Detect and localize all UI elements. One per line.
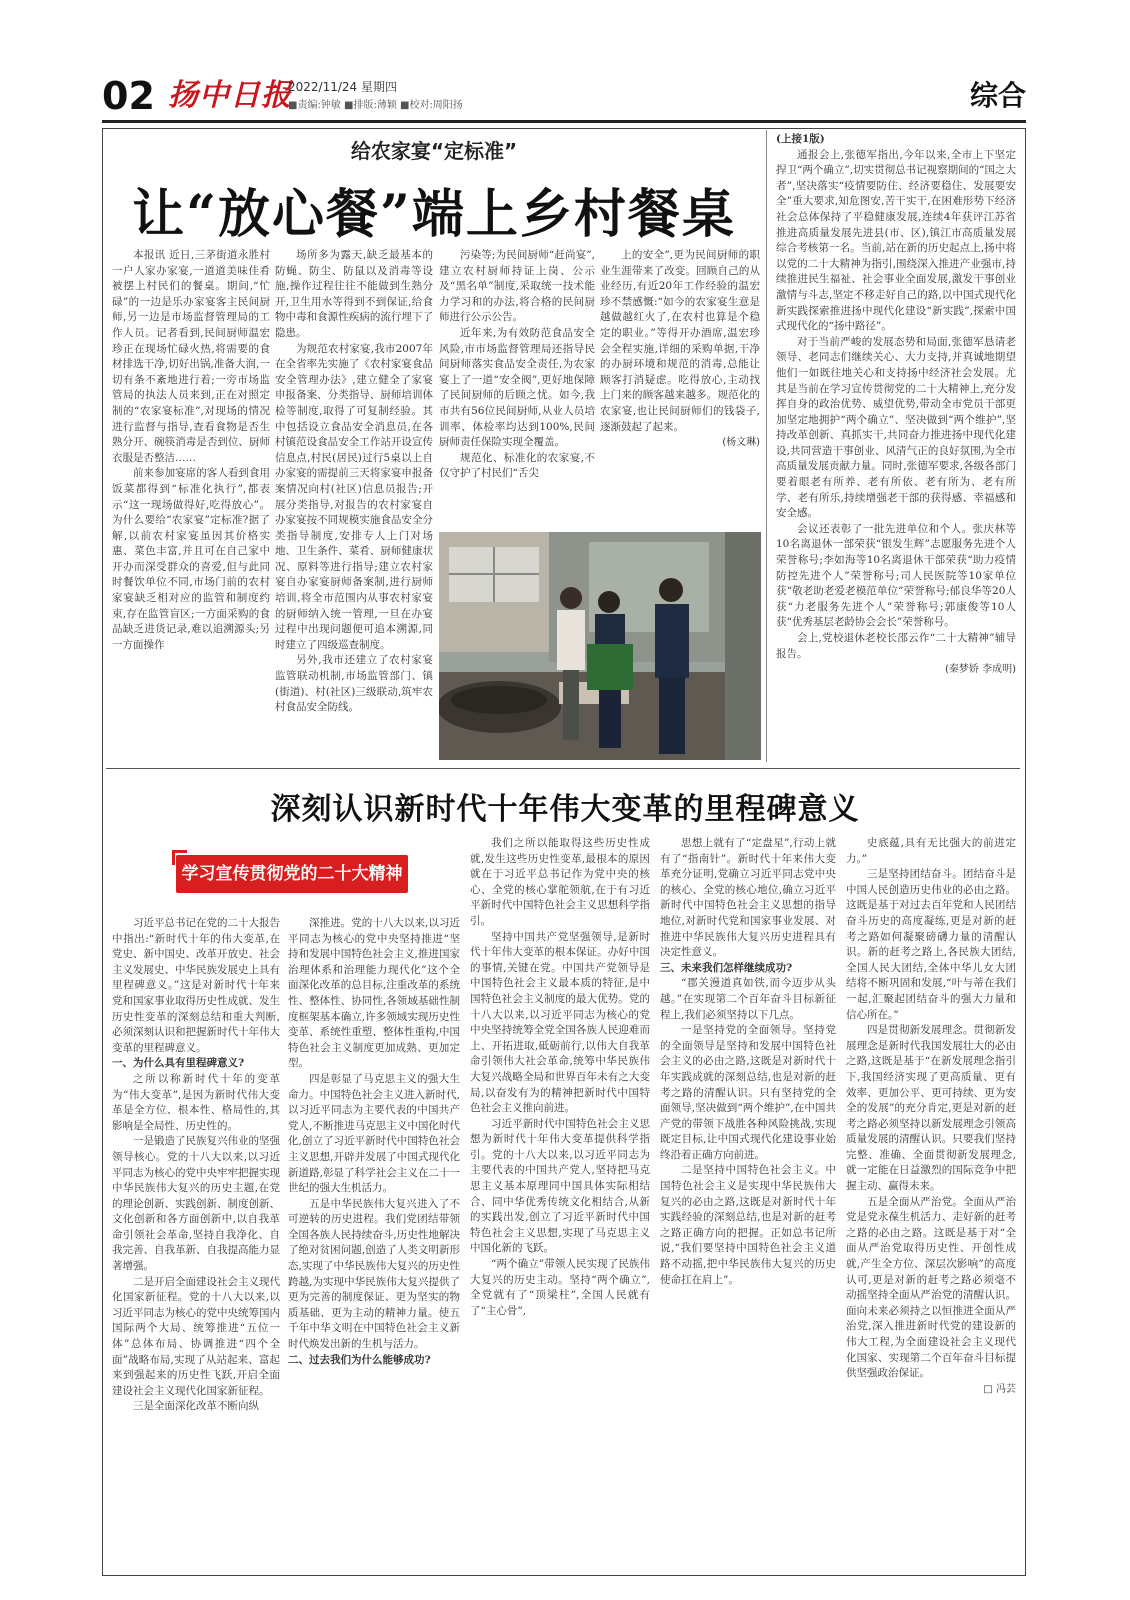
paragraph: 坚持中国共产党坚强领导,是新时代十年伟大变革的根本保证。办好中国的事情,关键在党。中国共产党领导是中国特色社会主义最本质的特征,是中国特色社会主义制度的最大优势。党的十八大以来,以习近平同志为核心的党中央坚持统筹全党全国各族人民迎难而上、开拓进取,砥砺前行,以伟大自我革命引领伟大社会革命,统筹中华民族伟大复兴战略全局和世界百年未有之大变局,以奋发有为的精神把新时代中国特色社会主义推向前进。 [470,930,650,1115]
article3-headline: 深刻认识新时代十年伟大变革的里程碑意义 [270,792,860,827]
article1-column-3 [439,248,595,528]
paragraph: 通报会上,张德军指出,今年以来,全市上下坚定捍卫“两个确立”,切实贯彻总书记视察期间的“国之大者”,坚决落实“疫情要防住、经济要稳住、发展要安全”重大要求,知危图安,苦干实干,在困难形势下经济社会总体保持了平稳健康发展,连续4年获评江苏省推进高质量发展先进县(市、区),镇江市高质量发展综合考核第一名。当前,站在新的历史起点上,扬中将以党的二十大精神为指引,围绕深入推进产业强市,持续推进民生福祉、社会事业全面发展,激发干事创业激情与斗志,坚定不移走好自己的路,以中国式现代化新实践探索推进扬中现代化建设“新实践”,探索中国式现代化的“扬中路径”。 [776,148,1016,333]
editor-credits: ■责编:钟敏 ■排版:薄颖 ■校对:周阳扬 [288,100,463,111]
paragraph: 习近平总书记在党的二十大报告中指出:“新时代十年的伟大变革,在党史、新中国史、改革开放史、社会主义发展史、中华民族发展史上具有里程碑意义。”这是对新时代十年来党和国家事业取得历史性成就、发生历史性变革的深刻总结和重大判断,必须深刻认识和把握新时代十年伟大变革的里程碑意义。 [112,917,280,1054]
paragraph: “郡关漫道真如铁,而今迈步从头越。”在实现第二个百年奋斗目标新征程上,我们必须坚持以下几点。 [660,977,836,1021]
paragraph: 我们之所以能取得这些历史性成就,发生这些历史性变革,最根本的原因就在于习近平总书记作为党中央的核心、全党的核心掌舵领航,在于有习近平新时代中国特色社会主义思想科学指引。 [470,837,650,927]
subheading: 一、为什么具有里程碑意义? [112,1057,245,1070]
subheading: 二、过去我们为什么能够成功? [288,1353,431,1366]
paragraph: 场所多为露天,缺乏最基本的防蝇、防尘、防鼠以及消毒等设施,操作过程往往不能做到生熟分开,卫生用水等得到不到保证,给食物中毒和食源性疾病的流行埋下了隐患。 [275,249,433,339]
article1-column-2 [275,248,433,760]
subheading: 三、未来我们怎样继续成功? [660,961,793,974]
paragraph: 一是坚持党的全面领导。坚持党的全面领导是坚持和发展中国特色社会主义的必由之路,这既是对新时代十年实践成就的深刻总结,也是对新的赶考之路的清醒认识。只有坚持党的全面领导,坚决做到“两个维护”,在中国共产党的带领下战胜各种风险挑战,实现既定目标,让中国式现代化建设事业始终沿着正确方向前进。 [660,1024,836,1161]
article1-column-4 [600,248,760,528]
article2-byline: (秦梦娇 李成明) [945,664,1016,676]
photo-illustration [439,532,761,760]
paragraph: “两个确立”带领人民实现了民族伟大复兴的历史主动。坚持“两个确立”,全党就有了“顶梁柱”,全国人民就有了“主心骨”, [470,1258,650,1317]
section-divider [106,768,1020,769]
paragraph: 三是坚持团结奋斗。团结奋斗是中国人民创造历史伟业的必由之路。这既是基于对过去百年党和人民团结奋斗历史的高度凝练,更是对新的赶考之路如何凝聚磅礴力量的清醒认识。新的赶考之路上,各民族大团结,全国人民大团结,全体中华儿女大团结将不断巩固和发展,“叶与蒂在我们一起,汇聚起团结奋斗的强大力量和信心所在。” [846,868,1016,1021]
paragraph: 一是锻造了民族复兴伟业的坚强领导核心。党的十八大以来,以习近平同志为核心的党中央牢牢把握实现中华民族伟大复兴的历史主题,在党的理论创新、实践创新、制度创新、文化创新和各方面创新中,以自我革命引领社会革命,坚持自我净化、自我完善、自我革新、自我提高能力显著增强。 [112,1135,280,1273]
article3-column-3 [470,836,650,1564]
paragraph: 之所以称新时代十年的变革为“伟大变革”,是因为新时代伟大变革是全方位、根本性、格局性的,其影响是全局性、历史性的。 [112,1072,280,1132]
paragraph: 二是坚持中国特色社会主义。中国特色社会主义是实现中华民族伟大复兴的必由之路,这既是对新时代十年实践经验的深刻总结,也是对新的赶考之路正确方向的把握。正如总书记所说,“我们要坚持中国特色社会主义道路不动摇,把中华民族伟大复兴的历史使命扛在肩上”。 [660,1164,836,1286]
article3-column-4 [660,836,836,1564]
masthead [102,74,1026,118]
article1-column-1 [112,248,270,760]
page-number: 02 [102,74,155,118]
paragraph: 五是中华民族伟大复兴进入了不可逆转的历史进程。我们党团结带领全国各族人民持续奋斗,历史性地解决了绝对贫困问题,创造了人类文明新形态,实现了中华民族伟大复兴的历史性跨越,为实现中华民族伟大复兴提供了更为完善的制度保证、更为坚实的物质基础、更为主动的精神力量。使五千年中华文明在中国特色社会主义新时代焕发出新的生机与活力。 [288,1197,460,1351]
article3-column-5 [846,836,1016,1564]
article1-kicker: 给农家宴“定标准” [350,139,518,163]
paragraph: 史底蕴,具有无比强大的前进定力。” [846,837,1016,865]
paragraph: 污染等;为民间厨师“赶尚宴”,建立农村厨师持证上岗、公示及“黑名单”制度,采取统一技术能力学习和的办法,将合格的民间厨师进行公示公告。 [439,249,595,324]
paragraph: 二是开启全面建设社会主义现代化国家新征程。党的十八大以来,以习近平同志为核心的党中央统筹国内国际两个大局、统筹推进“五位一体”总体布局、协调推进“四个全面”战略布局,实现了从站起来、富起来到强起来的历史性飞跃,开启全面建设社会主义现代化国家新征程。 [112,1275,280,1397]
article3-column-1 [112,916,280,1564]
article1-headline: 让“放心餐”端上乡村餐桌 [132,184,736,245]
paragraph: 会上,党校退休老校长邵云作“二十大精神”辅导报告。 [776,632,1016,660]
paragraph: 为规范农村家宴,我市2007年在全省率先实施了《农村家宴食品安全管理办法》,建立健全了家宴申报备案、分类指导、厨师培训体检等制度,取得了可复制经验。其中包括设立食品安全消息员,在各村镇范设食品安全工作站开设宣传信息点,村民(居民)过行5桌以上自办家宴的需提前三天将家宴申报备案情况向村(社区)信息员报告;开展分类指导,对报告的农村家宴自办家宴按不同规模实施食品安全分类指导制度,安排专人上门对场地、卫生条件、菜肴、厨师健康状况、原料等进行指导;建立农村家宴自办家宴厨师备案制,进行厨师培训,将全市范围内从事农村家宴的厨师纳入统一管理,一旦在办宴过程中出现问题便可追本溯源,同时建立了四级巡查制度。 [275,342,433,651]
paragraph: 另外,我市还建立了农村家宴监管联动机制,市场监管部门、镇(街道)、村(社区)三级联动,筑牢农村食品安全防线。 [275,654,433,714]
paragraph: 习近平新时代中国特色社会主义思想为新时代十年伟大变革提供科学指引。党的十八大以来,以习近平同志为主要代表的中国共产党人,坚持把马克思主义基本原理同中国具体实际相结合、同中华优秀传统文化相结合,从新的实践出发,创立了习近平新时代中国特色社会主义思想,实现了马克思主义中国化新的飞跃。 [470,1117,650,1255]
paragraph: 本报讯 近日,三茅街道永胜村一户人家办家宴,一道道美味佳肴被摆上村民们的餐桌。期间,“忙碌”的一边是乐办家宴客主民间厨师,另一边是市场监督管理局的工作人员。记者看到,民间厨师温宏珍正在现场忙碌火热,将需要的食材排选干净,切好出锅,准备大润,一切有条不紊地进行着;一旁市场监管局的执法人员来到,正在对照定制的“农家宴标准”,对现场的情况进行监督与指导,查看食物是否生熟分开、碗筷消毒是否到位、厨师衣服是否整洁…… [112,249,270,464]
article3-column-2 [288,916,460,1564]
paragraph: 思想上就有了“定盘星”,行动上就有了“指南针”。新时代十年来伟大变革充分证明,党确立习近平同志党中央的核心、全党的核心地位,确立习近平新时代中国特色社会主义思想的指导地位,对新时代党和国家事业发展、对推进中华民族伟大复兴历史进程具有决定性意义。 [660,837,836,959]
paragraph: 三是全面深化改革不断向纵 [133,1400,259,1413]
paragraph: 上的安全”,更为民间厨师的职业生涯带来了改变。回顾自己的从业经历,有近20年工作经验的温宏珍不禁感慨:“如今的农家宴生意是越做越红火了,在农村也算是个稳定的职业。”等得开办酒席,温宏珍会全程实施,详细的采购单据,干净的办厨环境和规范的消毒,总能让顾客打消疑虑。吃得放心,主动找上门来的顾客越来越多。规范化的农家宴,也让民间厨师们的钱袋子,逐渐鼓起了起来。 [600,249,760,433]
section-title: 综合 [969,79,1026,112]
newspaper-logo: 扬中日报 [168,78,292,113]
paragraph: 会议还表彰了一批先进单位和个人。张庆林等10名离退休一部荣获“银发生辉”志愿服务先进个人荣誉称号;李如海等10名离退休干部荣获“助力疫情防控先进个人”荣誉称号;司人民医院等10家单位获“敬老助老爱老模范单位”荣誉称号;郁良华等20人获“力老服务先进个人”荣誉称号;郭康俊等10人获“优秀基层老龄协会会长”荣誉称号。 [776,522,1016,629]
paragraph: 规范化、标准化的农家宴,不仅守护了村民们“舌尖 [439,451,595,480]
article2-column [776,132,1016,762]
article1-byline: (杨文琳) [722,437,760,449]
paragraph: 对于当前严峻的发展态势和局面,张德军恳请老领导、老同志们继续关心、大力支持,并真诚地期望他们一如既往地关心和支持扬中经济社会发展。尤其是当前在学习宣传贯彻党的二十大精神上,充分发挥自身的政治优势、威望优势,带动全市党员干部更加坚定地拥护“两个确立”、坚决做到“两个维护”,坚持改革创新、真抓实干,共同奋力推进扬中现代化建设,共同营造干事创业、风清气正的良好氛围,为全市高质量发展贡献力量。同时,张德军要求,各级各部门要着眼老有所养、老有所依、老有所为、老有所学、老有所乐,持续增强老干部的获得感、幸福感和安全感。 [776,335,1016,520]
paragraph: 深推进。党的十八大以来,以习近平同志为核心的党中央坚持推进“坚持和发展中国特色社会主义,推进国家治理体系和治理能力现代化”这个全面深化改革的总目标,注重改革的系统性、整体性、协同性,各领域基础性制度框架基本确立,许多领域实现历史性变革、系统性重塑、整体性重构,中国特色社会主义制度更加成熟、更加定型。 [288,917,460,1070]
paragraph: 前来参加宴席的客人看到食用饭菜都得到“标准化执行”,都表示“这一现场做得好,吃得放心”。为什么要给“农家宴”定标准?据了解,以前农村家宴虽因其价格实惠、菜色丰富,并且可在自己家中开办而深受群众的喜爱,但与此同时餐饮单位不同,市场门前的农村家宴缺乏相对应的监管和制度约束,存在监管盲区;一方面采购的食品缺乏进货记录,难以追溯源头;另一方面操作 [112,467,270,651]
issue-date: 2022/11/24 星期四 [288,80,397,94]
paragraph: 四是彰显了马克思主义的强大生命力。中国特色社会主义进入新时代,以习近平同志为主要代表的中国共产党人,不断推进马克思主义中国化时代化,创立了习近平新时代中国特色社会主义思想,开辟并发展了中国式现代化新道路,彰显了科学社会主义在二十一世纪的强大生机活力。 [288,1072,460,1195]
continued-marker: (上接1版) [776,133,825,145]
paragraph: 五是全面从严治党。全面从严治党是党永葆生机活力、走好新的赶考之路的必由之路。这既是基于对“全面从严治党取得历史性、开创性成就,产生全方位、深层次影响”的高度认可,更是对新的赶考之路必须毫不动摇坚持全面从严治党的清醒认识。面向未来必须持之以恒推进全面从严治党,深入推进新时代党的建设新的伟大工程,为全面建设社会主义现代化国家、实现第二个百年奋斗目标提供坚强政治保证。 [846,1195,1016,1380]
article3-byline: □ 冯芸 [983,1383,1016,1395]
article1-photo [439,532,761,760]
paragraph: 四是贯彻新发展理念。贯彻新发展理念是新时代我国发展壮大的必由之路,这既是基于“在新发展理念指引下,我国经济实现了更高质量、更有效率、更加公平、更可持续、更为安全的发展”的充分肯定,更是对新的赶考之路必须坚持以新发展理念引领高质量发展的清醒认识。只要我们坚持完整、准确、全面贯彻新发展理念,就一定能在日益激烈的国际竞争中把握主动、赢得未来。 [846,1024,1016,1193]
paragraph: 近年来,为有效防范食品安全风险,市市场监督管理局还指导民间厨师落实食品安全责任,为农家宴上了一道“安全阀”,更好地保障了民间厨师的后顾之忧。如今,我市共有56位民间厨师,从业人员培训率、体检率均达到100%,民间厨师责任保险实现全覆盖。 [439,326,595,449]
column-divider [766,130,767,762]
masthead-rule [102,120,1026,123]
series-banner: 学习宣传贯彻党的二十大精神 [176,855,408,893]
